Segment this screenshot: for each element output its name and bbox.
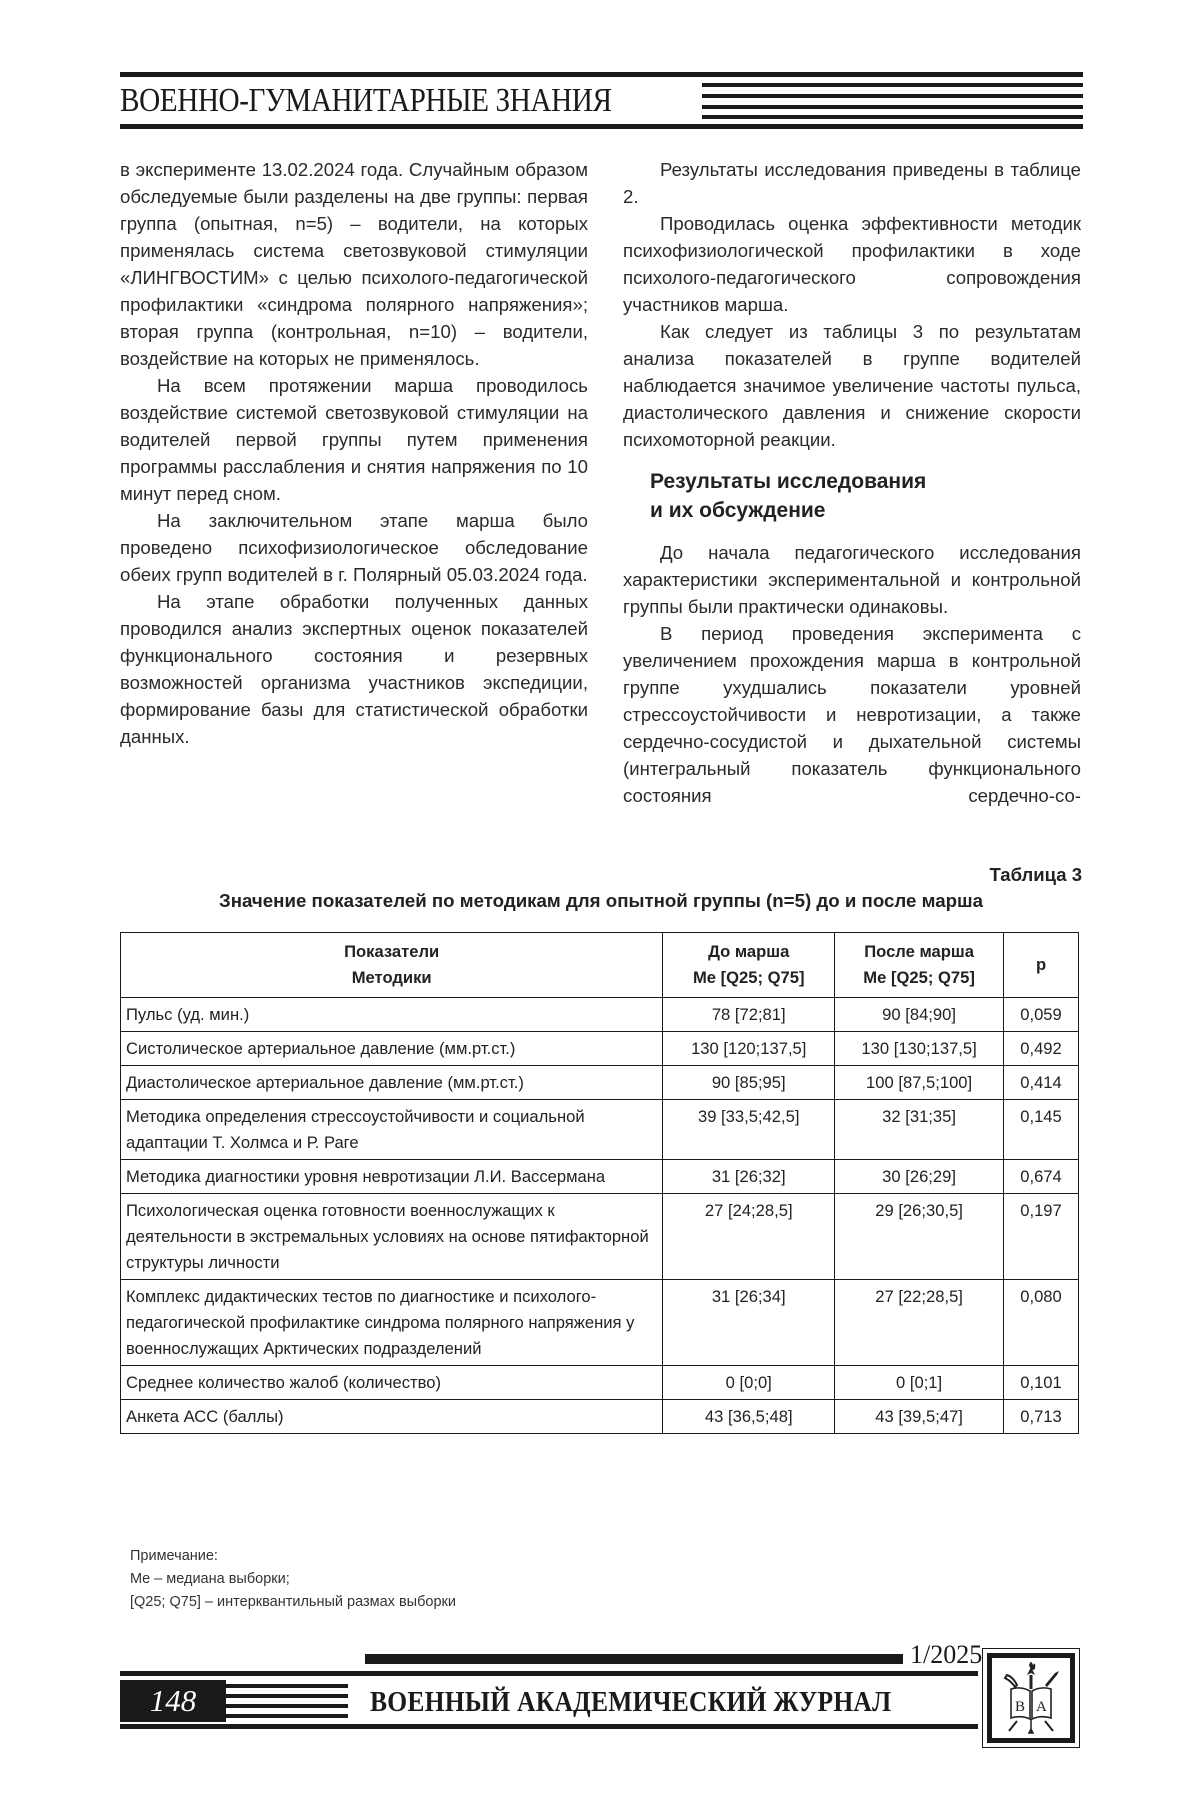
after-value-cell: 27 [22;28,5] <box>835 1280 1004 1366</box>
journal-title: ВОЕННЫЙ АКАДЕМИЧЕСКИЙ ЖУРНАЛ <box>370 1686 892 1718</box>
running-footer <box>120 1640 1080 1760</box>
section-heading-line: Результаты исследования <box>650 470 927 493</box>
column-header-indicator: Показатели Методики <box>121 933 663 998</box>
table-row <box>121 1032 1079 1066</box>
page-number: 148 <box>120 1680 226 1722</box>
paragraph: Проводилась оценка эффективности методик психофизиологической профилактики в ходе психолого-педагогического сопровождения участников марша. <box>623 213 1081 315</box>
before-value-cell: 0 [0;0] <box>663 1366 835 1400</box>
header-rule-bottom <box>120 124 1083 129</box>
indicator-cell: Комплекс дидактических тестов по диагностике и психолого-педагогической профилактике синдрома полярного напряжения у военнослужащих Арктических подразделений <box>121 1280 663 1366</box>
paragraph: На всем протяжении марша проводилось воздействие системой светозвуковой стимуляции на водителей первой группы путем применения программы расслабления и снятия напряжения по 10 минут перед сном. <box>120 375 588 504</box>
svg-text:В: В <box>1015 1699 1026 1715</box>
table-row <box>121 1400 1079 1434</box>
paragraph: В период проведения эксперимента с увеличением прохождения марша в контрольной группе ухудшались показатели уровней стрессоустойчивости и невротизации, а также сердечно-сосудистой и дыхательной системы (интегральный показатель функционального состояния сердечно-со- <box>623 623 1081 806</box>
p-value-cell: 0,197 <box>1004 1194 1079 1280</box>
paragraph: в эксперименте 13.02.2024 года. Случайным образом обследуемые были разделены на две группы: первая группа (опытная, n=5) – водители, на которых применялась система светозвуковой стимуляции «ЛИНГВОСТИМ» с целью психолого-педагогической профилактики «синдрома полярного напряжения»; вторая группа (контрольная, n=10) – водители, воздействие на которых не применялось. <box>120 159 588 369</box>
before-value-cell: 90 [85;95] <box>663 1066 835 1100</box>
indicator-cell: Диастолическое артериальное давление (мм.рт.ст.) <box>121 1066 663 1100</box>
after-value-cell: 90 [84;90] <box>835 998 1004 1032</box>
table-row <box>121 1280 1079 1366</box>
after-value-cell: 30 [26;29] <box>835 1160 1004 1194</box>
before-value-cell: 78 [72;81] <box>663 998 835 1032</box>
column-header-before: До марша Me [Q25; Q75] <box>663 933 835 998</box>
before-value-cell: 27 [24;28,5] <box>663 1194 835 1280</box>
before-value-cell: 31 [26;34] <box>663 1280 835 1366</box>
table-row <box>121 1160 1079 1194</box>
after-value-cell: 130 [130;137,5] <box>835 1032 1004 1066</box>
footer-bar <box>365 1654 903 1664</box>
before-value-cell: 31 [26;32] <box>663 1160 835 1194</box>
footer-stripes <box>226 1682 348 1720</box>
header-stripes <box>702 83 1083 119</box>
paragraph: Результаты исследования приведены в таблице 2. <box>623 159 1081 207</box>
table-header-row <box>121 933 1079 998</box>
table-note <box>130 1545 456 1614</box>
journal-logo <box>982 1648 1080 1748</box>
before-value-cell: 43 [36,5;48] <box>663 1400 835 1434</box>
left-column <box>120 156 588 750</box>
table-row <box>121 998 1079 1032</box>
p-value-cell: 0,059 <box>1004 998 1079 1032</box>
table-row <box>121 1100 1079 1160</box>
section-title: ВОЕННО-ГУМАНИТАРНЫЕ ЗНАНИЯ <box>120 82 612 119</box>
table-row <box>121 1066 1079 1100</box>
p-value-cell: 0,145 <box>1004 1100 1079 1160</box>
right-column <box>623 156 1081 809</box>
svg-text:А: А <box>1036 1699 1047 1715</box>
table-row <box>121 1366 1079 1400</box>
before-value-cell: 130 [120;137,5] <box>663 1032 835 1066</box>
note-line: [Q25; Q75] – интерквантильный размах выборки <box>130 1594 456 1610</box>
indicator-cell: Анкета АСС (баллы) <box>121 1400 663 1434</box>
footer-rule-top <box>120 1671 978 1676</box>
p-value-cell: 0,080 <box>1004 1280 1079 1366</box>
p-value-cell: 0,674 <box>1004 1160 1079 1194</box>
section-heading <box>623 467 1081 525</box>
running-header <box>120 72 1083 129</box>
p-value-cell: 0,101 <box>1004 1366 1079 1400</box>
academy-emblem-icon <box>987 1653 1075 1743</box>
results-table <box>120 932 1079 1434</box>
header-rule-top <box>120 72 1083 77</box>
table-caption: Таблица 3 <box>989 864 1082 885</box>
p-value-cell: 0,492 <box>1004 1032 1079 1066</box>
table-title: Значение показателей по методикам для опытной группы (n=5) до и после марша <box>219 890 983 911</box>
indicator-cell: Среднее количество жалоб (количество) <box>121 1366 663 1400</box>
indicator-cell: Систолическое артериальное давление (мм.рт.ст.) <box>121 1032 663 1066</box>
before-value-cell: 39 [33,5;42,5] <box>663 1100 835 1160</box>
indicator-cell: Методика диагностики уровня невротизации Л.И. Вассермана <box>121 1160 663 1194</box>
indicator-cell: Методика определения стрессоустойчивости и социальной адаптации Т. Холмса и Р. Раге <box>121 1100 663 1160</box>
table-row <box>121 1194 1079 1280</box>
section-heading-line: и их обсуждение <box>650 499 826 522</box>
p-value-cell: 0,414 <box>1004 1066 1079 1100</box>
after-value-cell: 43 [39,5;47] <box>835 1400 1004 1434</box>
issue-number: 1/2025 <box>910 1640 983 1669</box>
paragraph: На заключительном этапе марша было проведено психофизиологическое обследование обеих групп водителей в г. Полярный 05.03.2024 года. <box>120 510 588 585</box>
paragraph: Как следует из таблицы 3 по результатам анализа показателей в группе водителей наблюдается значимое увеличение частоты пульса, диастолического давления и снижение скорости психомоторной реакции. <box>623 321 1081 450</box>
after-value-cell: 29 [26;30,5] <box>835 1194 1004 1280</box>
indicator-cell: Пульс (уд. мин.) <box>121 998 663 1032</box>
after-value-cell: 32 [31;35] <box>835 1100 1004 1160</box>
column-header-after: После марша Me [Q25; Q75] <box>835 933 1004 998</box>
after-value-cell: 100 [87,5;100] <box>835 1066 1004 1100</box>
after-value-cell: 0 [0;1] <box>835 1366 1004 1400</box>
note-line: Me – медиана выборки; <box>130 1571 290 1587</box>
note-label: Примечание: <box>130 1548 218 1564</box>
footer-rule-bottom <box>120 1724 978 1729</box>
paragraph: На этапе обработки полученных данных проводился анализ экспертных оценок показателей функционального состояния и резервных возможностей организма участников экспедиции, формирование базы для статистической обработки данных. <box>120 591 588 747</box>
paragraph: До начала педагогического исследования характеристики экспериментальной и контрольной группы были практически одинаковы. <box>623 542 1081 617</box>
p-value-cell: 0,713 <box>1004 1400 1079 1434</box>
indicator-cell: Психологическая оценка готовности военнослужащих к деятельности в экстремальных условиях на основе пятифакторной структуры личности <box>121 1194 663 1280</box>
column-header-p: p <box>1004 933 1079 998</box>
